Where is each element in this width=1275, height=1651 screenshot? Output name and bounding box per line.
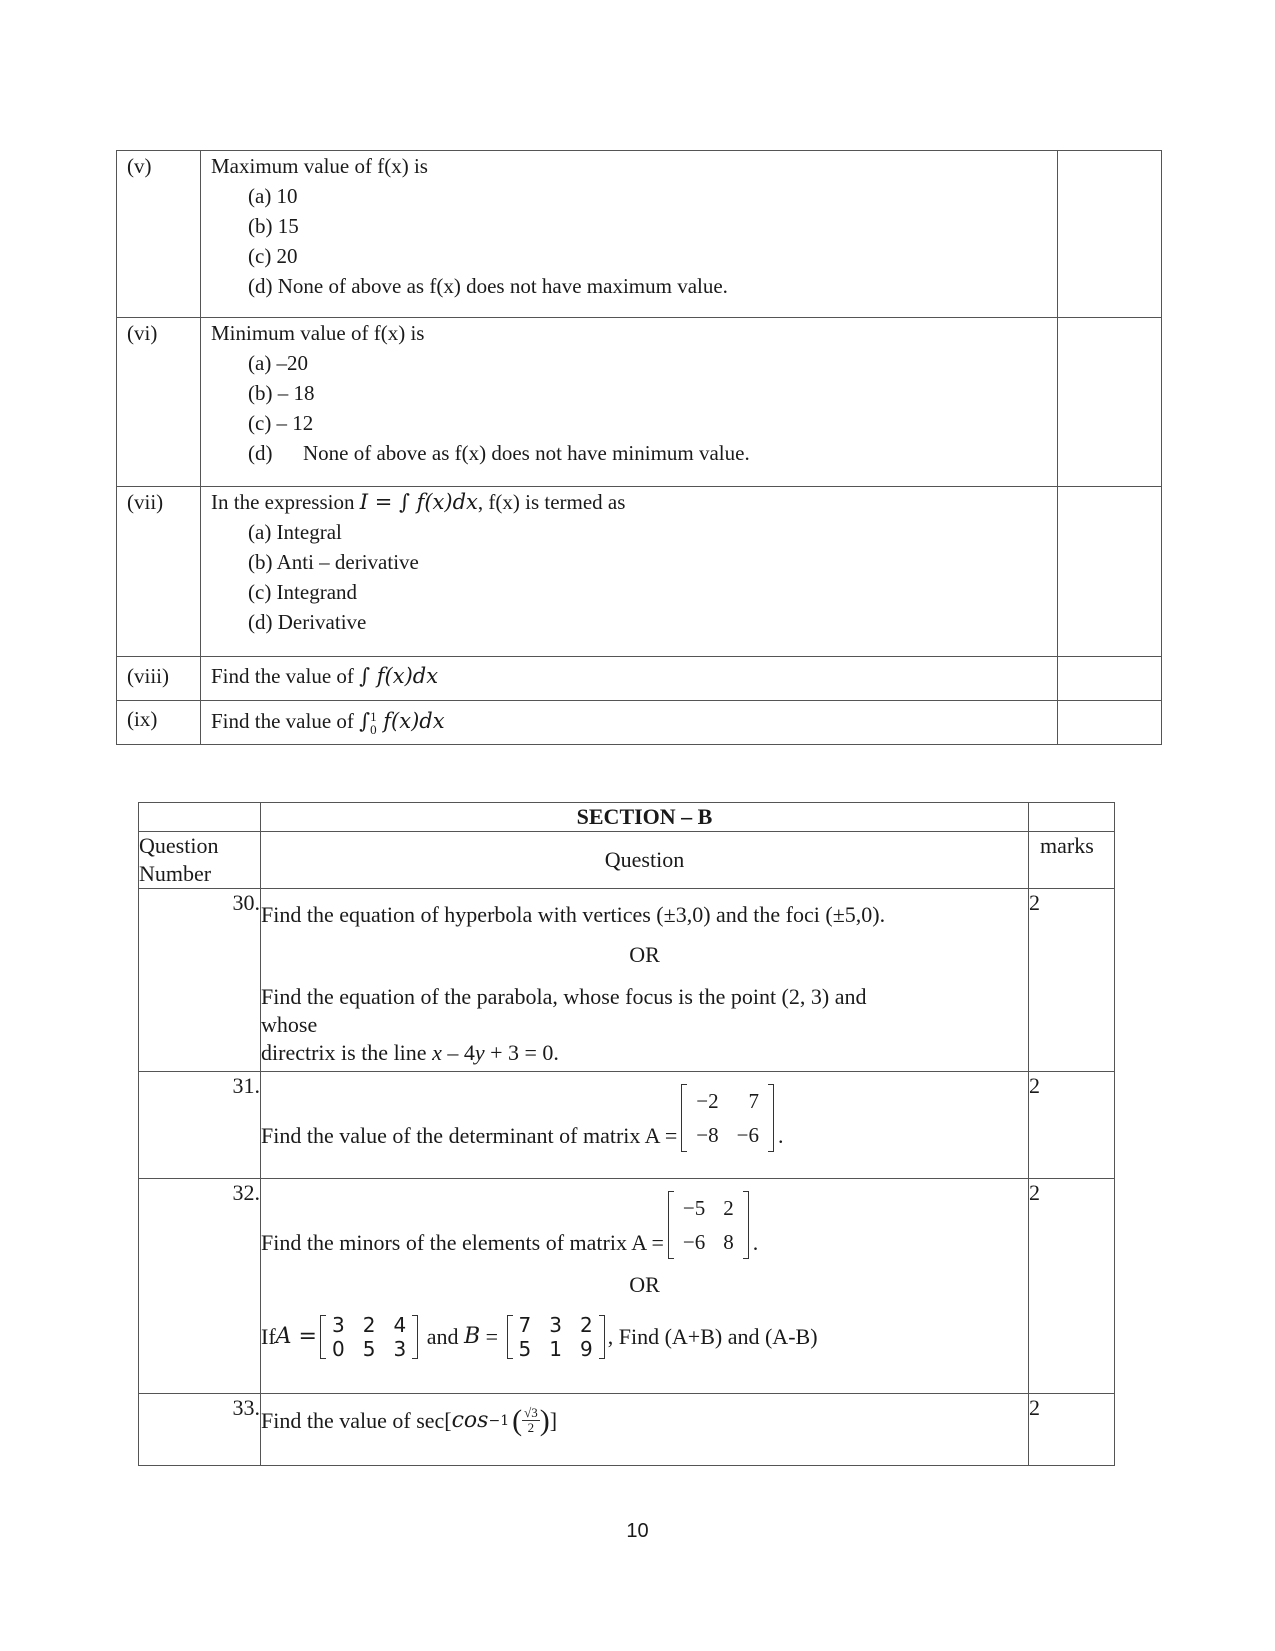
- matrix-cell: 3: [331, 1313, 345, 1337]
- option-d-text: None of above as f(x) does not have minimum value.: [303, 441, 750, 465]
- option-c: (c) Integrand: [248, 580, 358, 604]
- question-number: (ix): [117, 701, 201, 745]
- bracket-close: ]: [549, 1407, 558, 1433]
- matrix-body: [674, 1191, 743, 1259]
- option-d: [248, 438, 1057, 468]
- question-number: (v): [117, 151, 201, 318]
- blank-cell: [1029, 803, 1115, 832]
- question-number: 33.: [139, 1394, 261, 1466]
- question-row-32: [139, 1179, 1115, 1394]
- option-c: (c) – 12: [248, 411, 314, 435]
- matrix-cell: 1: [549, 1337, 563, 1361]
- question-number: 31.: [139, 1072, 261, 1179]
- question-prefix: Find the value of: [211, 709, 360, 733]
- marks-value: 2: [1029, 1072, 1115, 1179]
- matrix-cell: 9: [580, 1337, 593, 1361]
- question-row-ix: [117, 701, 1162, 745]
- blank-cell: [139, 803, 261, 832]
- marks-value: 2: [1029, 889, 1115, 1072]
- matrix-cell: 2: [580, 1313, 593, 1337]
- column-header-question-number: Question Number: [139, 832, 261, 889]
- matrix-cell: 5: [362, 1337, 376, 1361]
- marks-cell: [1058, 318, 1162, 487]
- question-part-2c: [261, 1039, 1028, 1067]
- option-list: [211, 181, 1057, 301]
- column-header-marks: marks: [1029, 832, 1115, 889]
- section-title-row: [139, 803, 1115, 832]
- matrix-cell: 7: [748, 1089, 759, 1113]
- question-row-30: [139, 889, 1115, 1072]
- matrix-cell: 8: [723, 1230, 734, 1254]
- question-line: [261, 1084, 1028, 1152]
- or-separator: OR: [629, 1272, 660, 1297]
- question-part-2: [261, 1313, 1028, 1361]
- part-a-table: [116, 150, 1162, 745]
- matrix-cell: 7: [518, 1313, 532, 1337]
- question-text: [201, 701, 1058, 745]
- option-a: (a) 10: [248, 184, 298, 208]
- marks-cell: [1058, 701, 1162, 745]
- paren-left: (: [512, 1403, 523, 1437]
- option-a: (a) Integral: [248, 520, 342, 544]
- question-number: (viii): [117, 657, 201, 701]
- question-stem: [211, 487, 1057, 517]
- option-a: (a) –20: [248, 351, 309, 375]
- question-text: [261, 1179, 1029, 1394]
- page-number: 10: [626, 1520, 649, 1542]
- bracket-right: [599, 1315, 605, 1359]
- marks-value: 2: [1029, 1394, 1115, 1466]
- paren-right: ): [539, 1403, 550, 1437]
- question-number: 30.: [139, 889, 261, 1072]
- period: .: [752, 1230, 759, 1255]
- marks-cell: [1058, 657, 1162, 701]
- question-text: [261, 1072, 1029, 1179]
- numerator: √3: [524, 1405, 538, 1420]
- section-title: SECTION – B: [261, 803, 1029, 832]
- question-row-vii: [117, 487, 1162, 657]
- marks-cell: [1058, 151, 1162, 318]
- option-b: (b) Anti – derivative: [248, 550, 419, 574]
- question-part-2b: whose: [261, 1012, 318, 1037]
- integral-expression: ∫ f(x)dx: [359, 664, 439, 688]
- question-row-31: [139, 1072, 1115, 1179]
- upper-limit: 1: [370, 709, 377, 725]
- matrix-cell: 3: [549, 1313, 563, 1337]
- option-d-label: (d): [248, 441, 273, 465]
- question-stem: Minimum value of f(x) is: [211, 321, 425, 345]
- option-list: [211, 517, 1057, 637]
- option-b: (b) – 18: [248, 381, 315, 405]
- question-number: (vii): [117, 487, 201, 657]
- matrix-cell: −2: [696, 1089, 719, 1113]
- question-text: [261, 889, 1029, 1072]
- bracket-left: [668, 1191, 674, 1259]
- integral-expression: f(x)dx: [376, 709, 445, 733]
- fraction: [522, 1406, 540, 1435]
- bracket-left: [507, 1315, 513, 1359]
- bracket-right: [743, 1191, 749, 1259]
- question-number: 32.: [139, 1179, 261, 1394]
- question-suffix: , Find (A+B) and (A-B): [607, 1324, 818, 1349]
- question-text: [201, 657, 1058, 701]
- matrix-body: [323, 1313, 415, 1361]
- question-part-2a: Find the equation of the parabola, whose focus is the point (2, 3) and: [261, 984, 867, 1009]
- header-row: [139, 832, 1115, 889]
- question-row-viii: [117, 657, 1162, 701]
- bracket-right: [412, 1315, 418, 1359]
- option-list: [211, 348, 1057, 468]
- and-text: and: [421, 1324, 464, 1349]
- matrix-body: [687, 1084, 768, 1152]
- question-row-33: [139, 1394, 1115, 1466]
- matrix-cell: 2: [362, 1313, 376, 1337]
- lower-limit: 0: [370, 722, 377, 738]
- text-mid: – 4: [441, 1040, 475, 1065]
- bracket-left: [320, 1315, 326, 1359]
- matrix-cell: −8: [696, 1123, 719, 1147]
- matrix-cell: 4: [393, 1313, 407, 1337]
- inverse-exponent: −1: [488, 1412, 510, 1429]
- question-line: [261, 1191, 1028, 1259]
- question-stem: Maximum value of f(x) is: [211, 154, 428, 178]
- matrix-cell: 3: [393, 1337, 407, 1361]
- question-number: (vi): [117, 318, 201, 487]
- matrix-a: [681, 1084, 774, 1152]
- question-text: [201, 151, 1058, 318]
- option-b: (b) 15: [248, 214, 299, 238]
- if-text: If: [261, 1324, 276, 1349]
- matrix-cell: −6: [682, 1230, 706, 1254]
- question-prefix: Find the value of the determinant of matrix A =: [261, 1123, 678, 1148]
- or-separator: OR: [629, 942, 660, 967]
- matrix-a2: [320, 1313, 418, 1361]
- option-c: (c) 20: [248, 244, 298, 268]
- question-line: [261, 1403, 1028, 1437]
- text-suffix: + 3 = 0.: [484, 1040, 559, 1065]
- marks-cell: [1058, 487, 1162, 657]
- matrix-b: [507, 1313, 605, 1361]
- question-prefix: Find the value of sec[: [261, 1407, 452, 1433]
- marks-value: 2: [1029, 1179, 1115, 1394]
- bracket-left: [681, 1084, 687, 1152]
- matrix-cell: 2: [723, 1196, 734, 1220]
- matrix-cell: 0: [331, 1337, 345, 1361]
- integral-expression: I = ∫ f(x)dx: [359, 490, 478, 514]
- integral-sign: ∫: [359, 709, 371, 733]
- matrix-cell: 5: [518, 1337, 532, 1361]
- matrix-cell: −6: [736, 1123, 759, 1147]
- denominator: 2: [527, 1420, 535, 1435]
- question-text: [201, 318, 1058, 487]
- cos-function: cos: [451, 1407, 489, 1433]
- var-b: B: [463, 1324, 481, 1349]
- question-text: [201, 487, 1058, 657]
- equals-sign: =: [480, 1324, 504, 1349]
- column-header-question: Question: [261, 832, 1029, 889]
- bracket-right: [768, 1084, 774, 1152]
- stem-prefix: In the expression: [211, 490, 360, 514]
- var-x: x: [432, 1040, 442, 1065]
- var-y: y: [474, 1040, 485, 1065]
- text-prefix: directrix is the line: [261, 1040, 433, 1065]
- option-d: (d) None of above as f(x) does not have maximum value.: [248, 274, 728, 298]
- section-b-table: [138, 802, 1115, 1466]
- option-d: (d) Derivative: [248, 610, 367, 634]
- matrix-a: [668, 1191, 749, 1259]
- question-prefix: Find the minors of the elements of matrix A =: [261, 1230, 664, 1255]
- question-row-v: [117, 151, 1162, 318]
- question-row-vi: [117, 318, 1162, 487]
- var-a: A =: [275, 1324, 317, 1349]
- question-prefix: Find the value of: [211, 664, 360, 688]
- question-text: [261, 1394, 1029, 1466]
- matrix-cell: −5: [682, 1196, 706, 1220]
- period: .: [777, 1123, 784, 1148]
- stem-suffix: , f(x) is termed as: [477, 490, 626, 514]
- matrix-body: [510, 1313, 602, 1361]
- question-part-1: Find the equation of hyperbola with vertices (±3,0) and the foci (±5,0).: [261, 902, 886, 927]
